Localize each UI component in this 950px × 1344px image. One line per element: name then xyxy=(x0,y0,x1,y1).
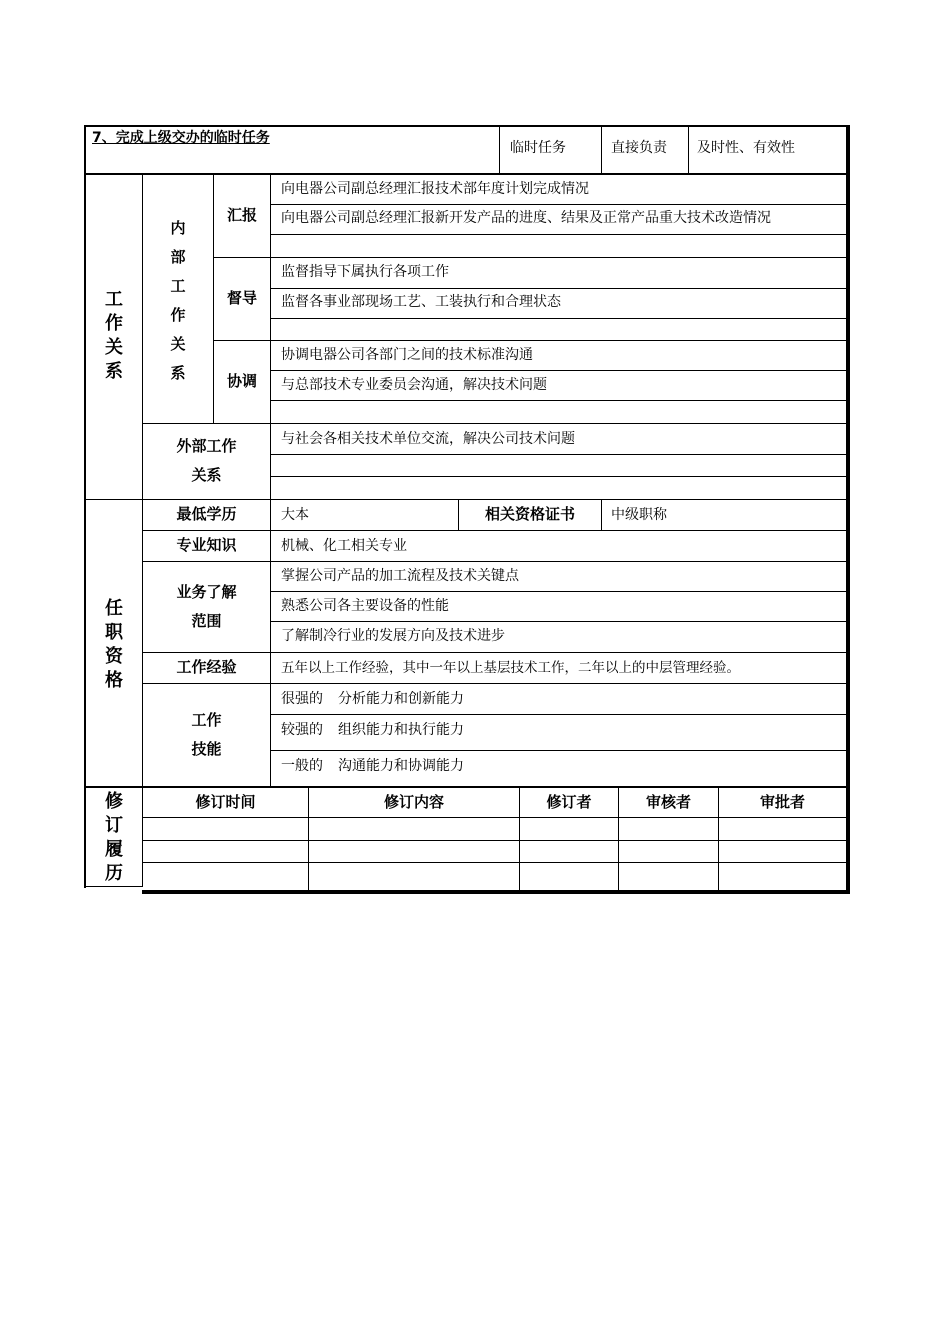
knowledge-value: 机械、化工相关专业 xyxy=(281,538,407,554)
task-responsibility: 直接负责 xyxy=(611,140,667,156)
external-relations-label-line2: 关系 xyxy=(191,466,222,484)
supervise-label: 督导 xyxy=(226,289,257,307)
report-item: 向电器公司副总经理汇报技术部年度计划完成情况 xyxy=(281,181,589,197)
skill-level: 很强的 xyxy=(281,691,323,707)
education-value: 大本 xyxy=(281,507,309,523)
skill-level: 一般的 xyxy=(281,758,323,774)
education-label: 最低学历 xyxy=(176,505,237,523)
skill-name: 分析能力和创新能力 xyxy=(338,691,464,707)
skills-label: 工作 xyxy=(191,711,222,729)
report-item: 向电器公司副总经理汇报新开发产品的进度、结果及正常产品重大技术改造情况 xyxy=(281,210,771,226)
report-label: 汇报 xyxy=(226,206,257,224)
business-item: 了解制冷行业的发展方向及技术进步 xyxy=(281,628,505,644)
task-title: 7、完成上级交办的临时任务 xyxy=(92,130,270,146)
skill-name: 组织能力和执行能力 xyxy=(338,722,464,738)
skill-level: 较强的 xyxy=(281,722,323,738)
internal-relations-label: 内 部 工 作 关 系 xyxy=(170,219,186,382)
revision-history-label: 修 订 履 历 xyxy=(105,791,123,884)
business-item: 掌握公司产品的加工流程及技术关键点 xyxy=(281,568,519,584)
coordinate-label: 协调 xyxy=(226,372,257,390)
knowledge-label: 专业知识 xyxy=(176,536,237,554)
supervise-item: 监督指导下属执行各项工作 xyxy=(281,264,449,280)
supervise-item: 监督各事业部现场工艺、工装执行和合理状态 xyxy=(281,294,561,310)
coordinate-item: 协调电器公司各部门之间的技术标准沟通 xyxy=(281,347,533,363)
revision-header: 修订者 xyxy=(546,793,592,811)
work-relations-label: 工 作 关 系 xyxy=(105,289,123,382)
certificate-label: 相关资格证书 xyxy=(484,505,575,523)
external-item: 与社会各相关技术单位交流，解决公司技术问题 xyxy=(281,431,575,447)
business-scope-label-line2: 范围 xyxy=(191,612,222,630)
skills-label-line2: 技能 xyxy=(191,740,222,758)
task-standard: 及时性、有效性 xyxy=(697,140,795,156)
revision-header: 修订时间 xyxy=(195,793,256,811)
experience-label: 工作经验 xyxy=(176,658,237,676)
experience-value: 五年以上工作经验，其中一年以上基层技术工作，二年以上的中层管理经验。 xyxy=(281,660,740,676)
skill-name: 沟通能力和协调能力 xyxy=(338,758,464,774)
task-type: 临时任务 xyxy=(510,140,566,156)
coordinate-item: 与总部技术专业委员会沟通，解决技术问题 xyxy=(281,377,547,393)
business-scope-label: 业务了解 xyxy=(176,583,237,601)
qualifications-label: 任 职 资 格 xyxy=(105,598,123,691)
revision-header: 审批者 xyxy=(759,793,805,811)
external-relations-label: 外部工作 xyxy=(176,437,237,455)
certificate-value: 中级职称 xyxy=(611,507,667,523)
revision-header: 审核者 xyxy=(645,793,691,811)
business-item: 熟悉公司各主要设备的性能 xyxy=(281,598,449,614)
revision-header: 修订内容 xyxy=(383,793,444,811)
